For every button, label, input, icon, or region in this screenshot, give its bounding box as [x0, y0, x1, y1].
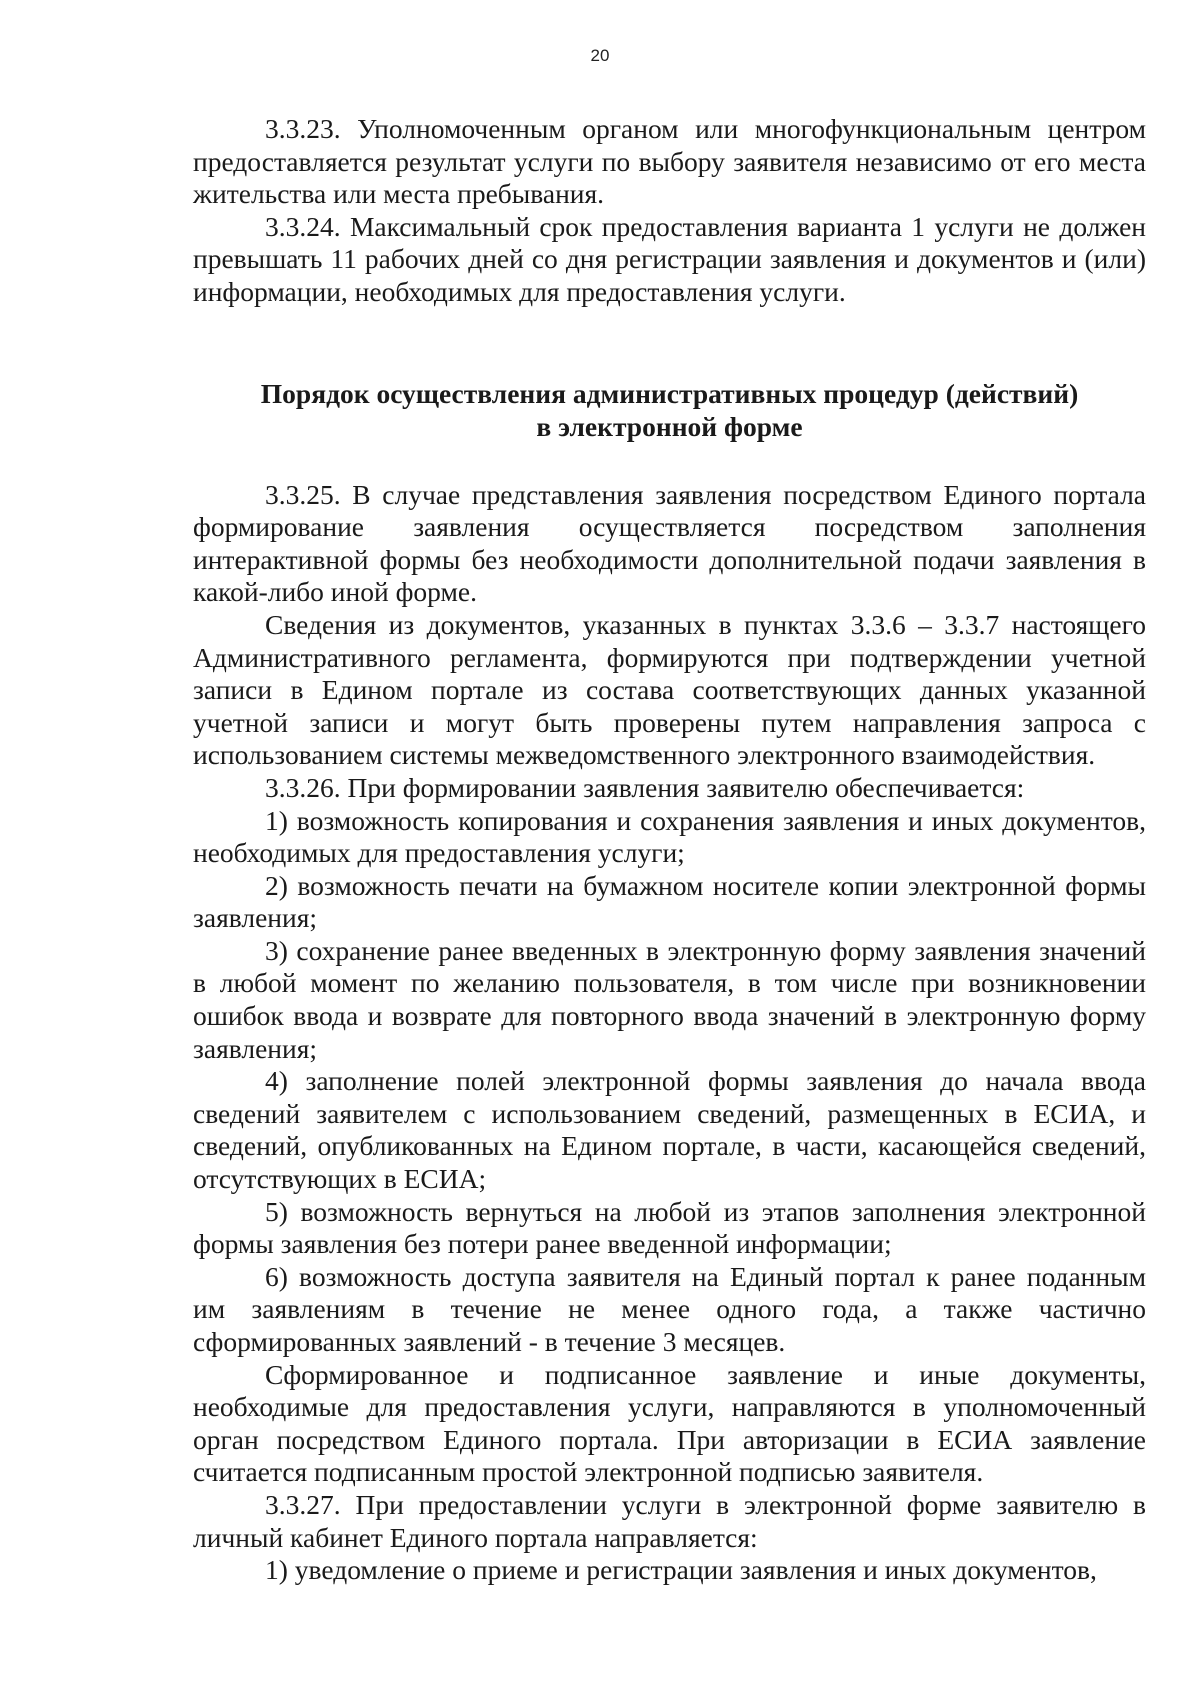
paragraph-svedeniya: Сведения из документов, указанных в пунктах 3.3.6 – 3.3.7 настоящего Административного регламента, формируются при подтверждении учетной записи в Едином портале из состава соответствующих данных указанной учетной записи и могут быть проверены путем направления запроса с использованием системы межведомственного электронного взаимодействия. [193, 608, 1146, 771]
list-item-4: 4) заполнение полей электронной формы заявления до начала ввода сведений заявителем с использованием сведений, размещенных в ЕСИА, и сведений, опубликованных на Едином портале, в части, касающейся сведений, отсутствующих в ЕСИА; [193, 1065, 1146, 1195]
list-item-6: 6) возможность доступа заявителя на Единый портал к ранее поданным им заявлениям в течение не менее одного года, а также частично сформированных заявлений - в течение 3 месяцев. [193, 1260, 1146, 1357]
paragraph-3-3-26: 3.3.26. При формировании заявления заявителю обеспечивается: [265, 771, 1025, 803]
list-item-notification-1: 1) уведомление о приеме и регистрации заявления и иных документов, [265, 1554, 1097, 1586]
paragraph-3-3-24: 3.3.24. Максимальный срок предоставления варианта 1 услуги не должен превышать 11 рабочих дней со дня регистрации заявления и документов и (или) информации, необходимых для предоставления услуги. [193, 210, 1146, 307]
list-item-3: 3) сохранение ранее введенных в электронную форму заявления значений в любой момент по желанию пользователя, в том числе при возникновении ошибок ввода и возврате для повторного ввода значений в электронную форму заявления; [193, 934, 1146, 1064]
paragraph-3-3-27: 3.3.27. При предоставлении услуги в электронной форме заявителю в личный кабинет Единого портала направляется: [193, 1488, 1146, 1553]
list-item-1: 1) возможность копирования и сохранения заявления и иных документов, необходимых для предоставления услуги; [193, 804, 1146, 869]
document-body [193, 113, 1146, 1587]
page-number: 20 [590, 46, 610, 65]
section-gap [193, 309, 1146, 377]
section-heading-line-1: Порядок осуществления административных процедур (действий) [260, 377, 1079, 409]
list-item-5: 5) возможность вернуться на любой из этапов заполнения электронной формы заявления без потери ранее введенной информации; [193, 1195, 1146, 1260]
list-item-2: 2) возможность печати на бумажном носителе копии электронной формы заявления; [193, 869, 1146, 934]
section-heading [193, 377, 1146, 443]
paragraph-signed-application: Сформированное и подписанное заявление и иные документы, необходимые для предоставления услуги, направляются в уполномоченный орган посредством Единого портала. При авторизации в ЕСИА заявление считается подписанным простой электронной подписью заявителя. [193, 1358, 1146, 1488]
section-heading-line-2: в электронной форме [536, 410, 803, 442]
paragraph-3-3-23: 3.3.23. Уполномоченным органом или многофункциональным центром предоставляется результат услуги по выбору заявителя независимо от его места жительства или места пребывания. [193, 113, 1146, 210]
paragraph-3-3-25: 3.3.25. В случае представления заявления посредством Единого портала формирование заявления осуществляется посредством заполнения интерактивной формы без необходимости дополнительной подачи заявления в какой-либо иной форме. [193, 478, 1146, 608]
